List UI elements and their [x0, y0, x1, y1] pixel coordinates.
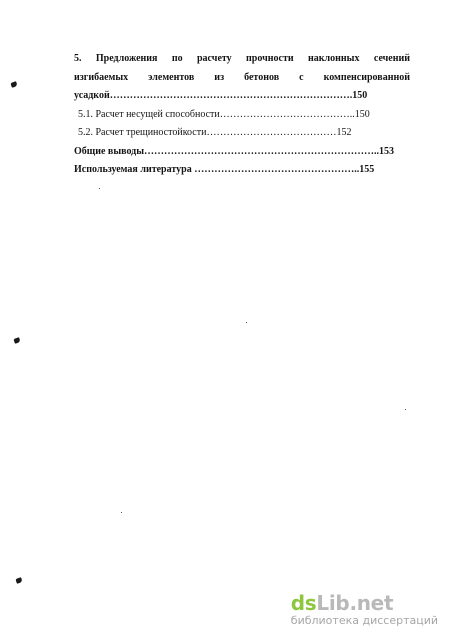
watermark-tagline: библиотека диссертаций	[290, 614, 438, 627]
toc-references: Используемая литература …………………………………………..155	[74, 164, 375, 175]
dslib-watermark	[291, 593, 438, 627]
toc-section-5-title-line-3: усадкой……………………………………………………………….150	[74, 90, 368, 101]
scan-speck	[405, 409, 406, 410]
watermark-logo-lib: Lib	[316, 591, 350, 615]
scan-speck	[246, 322, 247, 323]
watermark-logo	[291, 593, 438, 613]
scan-artifact-mark	[13, 337, 20, 344]
toc-item-5-1: 5.1. Расчет несущей способности…………………………………..150	[78, 108, 370, 120]
scan-artifact-mark	[15, 577, 22, 584]
scan-speck	[99, 188, 100, 189]
watermark-logo-net: .net	[349, 591, 394, 615]
scan-artifact-mark	[10, 81, 17, 88]
watermark-logo-ds: ds	[290, 591, 317, 615]
table-of-contents	[74, 50, 410, 180]
toc-general-conclusions: Общие выводы……………………………………………………………..153	[74, 145, 395, 157]
toc-section-5-title-line-1: 5. Предложения по расчету прочности наклонных сечений	[74, 53, 410, 64]
toc-section-5-title-line-2: изгибаемых элементов из бетонов с компенсированной	[74, 71, 410, 83]
toc-item-5-2: 5.2. Расчет трещиностойкости…………………………………152	[78, 127, 352, 138]
scan-speck	[121, 512, 122, 513]
